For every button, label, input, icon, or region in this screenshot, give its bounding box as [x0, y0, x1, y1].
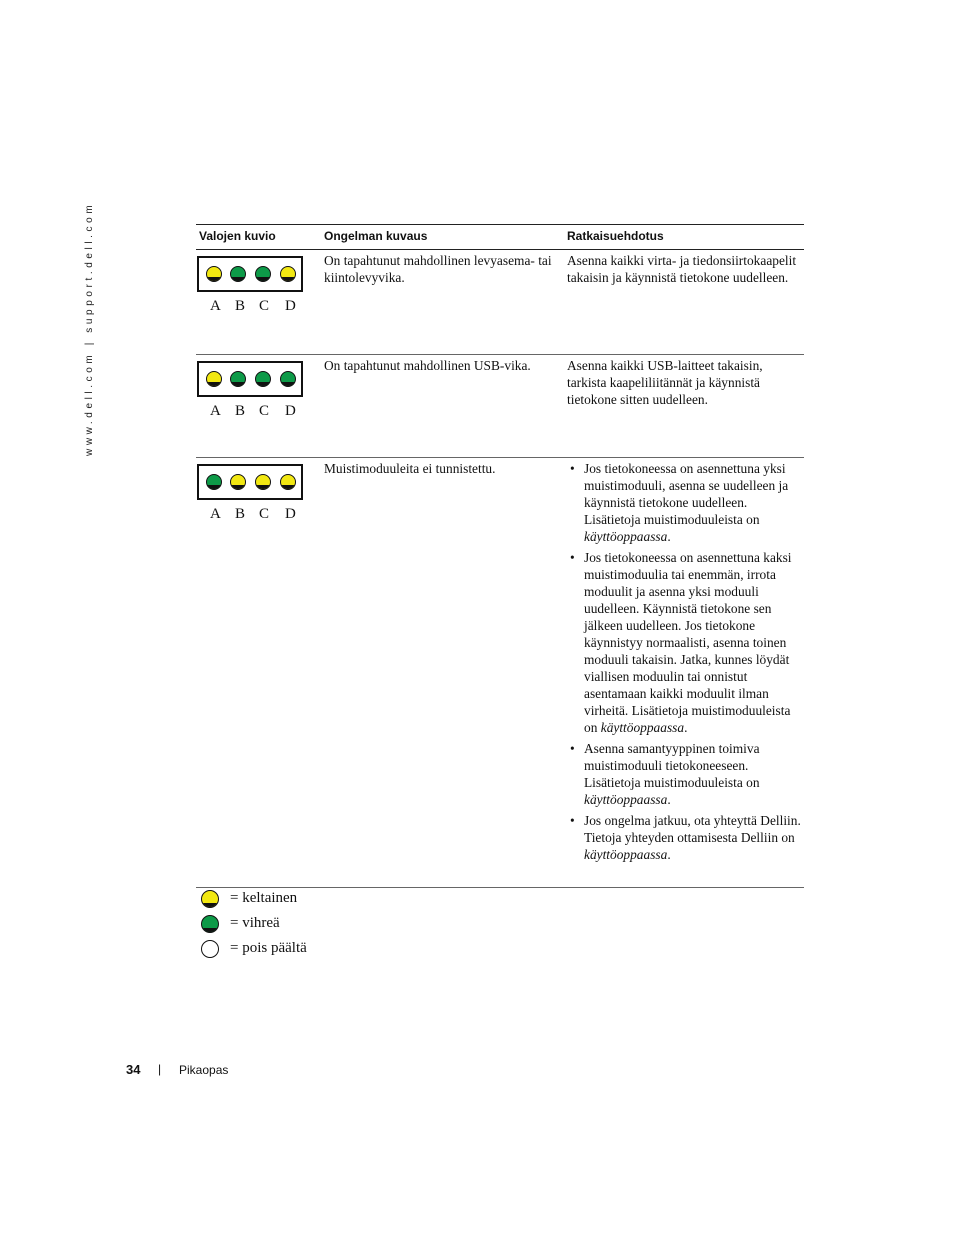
- led-letter: D: [285, 298, 296, 314]
- table-row: [196, 458, 804, 888]
- solution-text: Asenna kaikki virta- ja tiedonsiirtokaapelit takaisin ja käynnistä tietokone uudelleen.: [567, 253, 797, 285]
- manual-reference: käyttöoppaassa: [600, 720, 685, 735]
- led-indicator: [230, 371, 246, 387]
- table-row: [196, 355, 804, 458]
- led-indicator: [206, 266, 222, 282]
- bullet-text: Jos tietokoneessa on asennettuna kaksi muistimoduulia tai enemmän, irrota moduulit ja asenna yksi moduuli uudelleen. Käynnistä tietokone sen jälkeen uudelleen. Jos tietokone käynnistyy normaalisti, asenna toinen moduuli takaisin. Jatka, kunnes löydät viallisen moduulin tai onnistut asentamaan kaikki moduulit ilman virheitä. Lisätietoja muistimoduuleista on: [584, 550, 792, 735]
- header-description: Ongelman kuvaus: [324, 229, 428, 243]
- problem-description: On tapahtunut mahdollinen USB-vika.: [324, 358, 531, 373]
- legend-label: = keltainen: [230, 890, 298, 906]
- led-letter: D: [285, 506, 296, 522]
- legend-label: = pois päältä: [230, 940, 307, 956]
- led-letter: A: [210, 298, 221, 314]
- off-led-icon: [201, 940, 219, 958]
- solution-bullet: • Jos tietokoneessa on asennettuna kaksi muistimoduulia tai enemmän, irrota moduulit ja asenna yksi moduuli uudelleen. Käynnistä tietokone sen jälkeen uudelleen. Jos tietokone käynnistyy normaalisti, asenna toinen moduuli takaisin. Jatka, kunnes löydät viallisen moduulin tai onnistut asentamaan kaikki moduulit ilman virheitä. Lisätietoja muistimoduuleista on käyttöoppaassa.: [567, 549, 803, 736]
- legend-label: = vihreä: [230, 915, 280, 931]
- led-indicator: [230, 474, 246, 490]
- led-indicator: [255, 474, 271, 490]
- manual-reference: käyttöoppaassa: [584, 529, 668, 544]
- table-header: [196, 224, 804, 250]
- page-number: 34: [126, 1062, 141, 1077]
- led-letter: B: [235, 403, 246, 419]
- led-table: [196, 224, 804, 888]
- led-indicator: [255, 266, 271, 282]
- solution-bullet: • Asenna samantyyppinen toimiva muistimoduuli tietokoneeseen. Lisätietoja muistimoduuleista on käyttöoppaassa.: [567, 740, 803, 808]
- led-pattern: [197, 256, 303, 292]
- led-letter: C: [259, 298, 270, 314]
- led-letter: B: [235, 506, 246, 522]
- footer-title: Pikaopas: [179, 1063, 229, 1077]
- yellow-led-icon: [201, 890, 219, 908]
- led-letter: A: [210, 506, 221, 522]
- page-footer: [126, 1062, 229, 1077]
- solution-bullet: • Jos tietokoneessa on asennettuna yksi muistimoduuli, asenna se uudelleen ja käynnistä tietokone uudelleen. Lisätietoja muistimoduuleista on käyttöoppaassa.: [567, 460, 803, 545]
- green-led-icon: [201, 915, 219, 933]
- bullet-text: Jos ongelma jatkuu, ota yhteyttä Delliin. Tietoja yhteyden ottamisesta Delliin on: [584, 813, 801, 845]
- led-pattern: [197, 464, 303, 500]
- solution-list: [567, 460, 803, 867]
- footer-separator: |: [158, 1062, 162, 1076]
- header-solution: Ratkaisuehdotus: [567, 229, 664, 243]
- bullet-text: Asenna samantyyppinen toimiva muistimoduuli tietokoneeseen. Lisätietoja muistimoduuleista on: [584, 741, 760, 790]
- side-url: www.dell.com | support.dell.com: [84, 201, 95, 456]
- led-indicator: [230, 266, 246, 282]
- header-pattern: Valojen kuvio: [199, 229, 276, 243]
- led-letter: D: [285, 403, 296, 419]
- led-letter: B: [235, 298, 246, 314]
- manual-reference: käyttöoppaassa: [584, 847, 668, 862]
- led-letter: C: [259, 506, 270, 522]
- led-indicator: [280, 266, 296, 282]
- solution-text: Asenna kaikki USB-laitteet takaisin, tarkista kaapeliliitännät ja käynnistä tietokone sitten uudelleen.: [567, 358, 763, 407]
- led-indicator: [206, 474, 222, 490]
- bullet-text: Jos tietokoneessa on asennettuna yksi muistimoduuli, asenna se uudelleen ja käynnistä tietokone uudelleen. Lisätietoja muistimoduuleista on: [584, 461, 789, 527]
- problem-description: On tapahtunut mahdollinen levyasema- tai kiintolevyvika.: [324, 253, 552, 285]
- table-row: [196, 250, 804, 355]
- led-letter: C: [259, 403, 270, 419]
- problem-description: Muistimoduuleita ei tunnistettu.: [324, 461, 496, 476]
- led-letter: A: [210, 403, 221, 419]
- manual-reference: käyttöoppaassa: [584, 792, 668, 807]
- led-indicator: [206, 371, 222, 387]
- led-pattern: [197, 361, 303, 397]
- led-indicator: [280, 371, 296, 387]
- led-indicator: [280, 474, 296, 490]
- solution-bullet: • Jos ongelma jatkuu, ota yhteyttä Delliin. Tietoja yhteyden ottamisesta Delliin on käyttöoppaassa.: [567, 812, 803, 863]
- led-indicator: [255, 371, 271, 387]
